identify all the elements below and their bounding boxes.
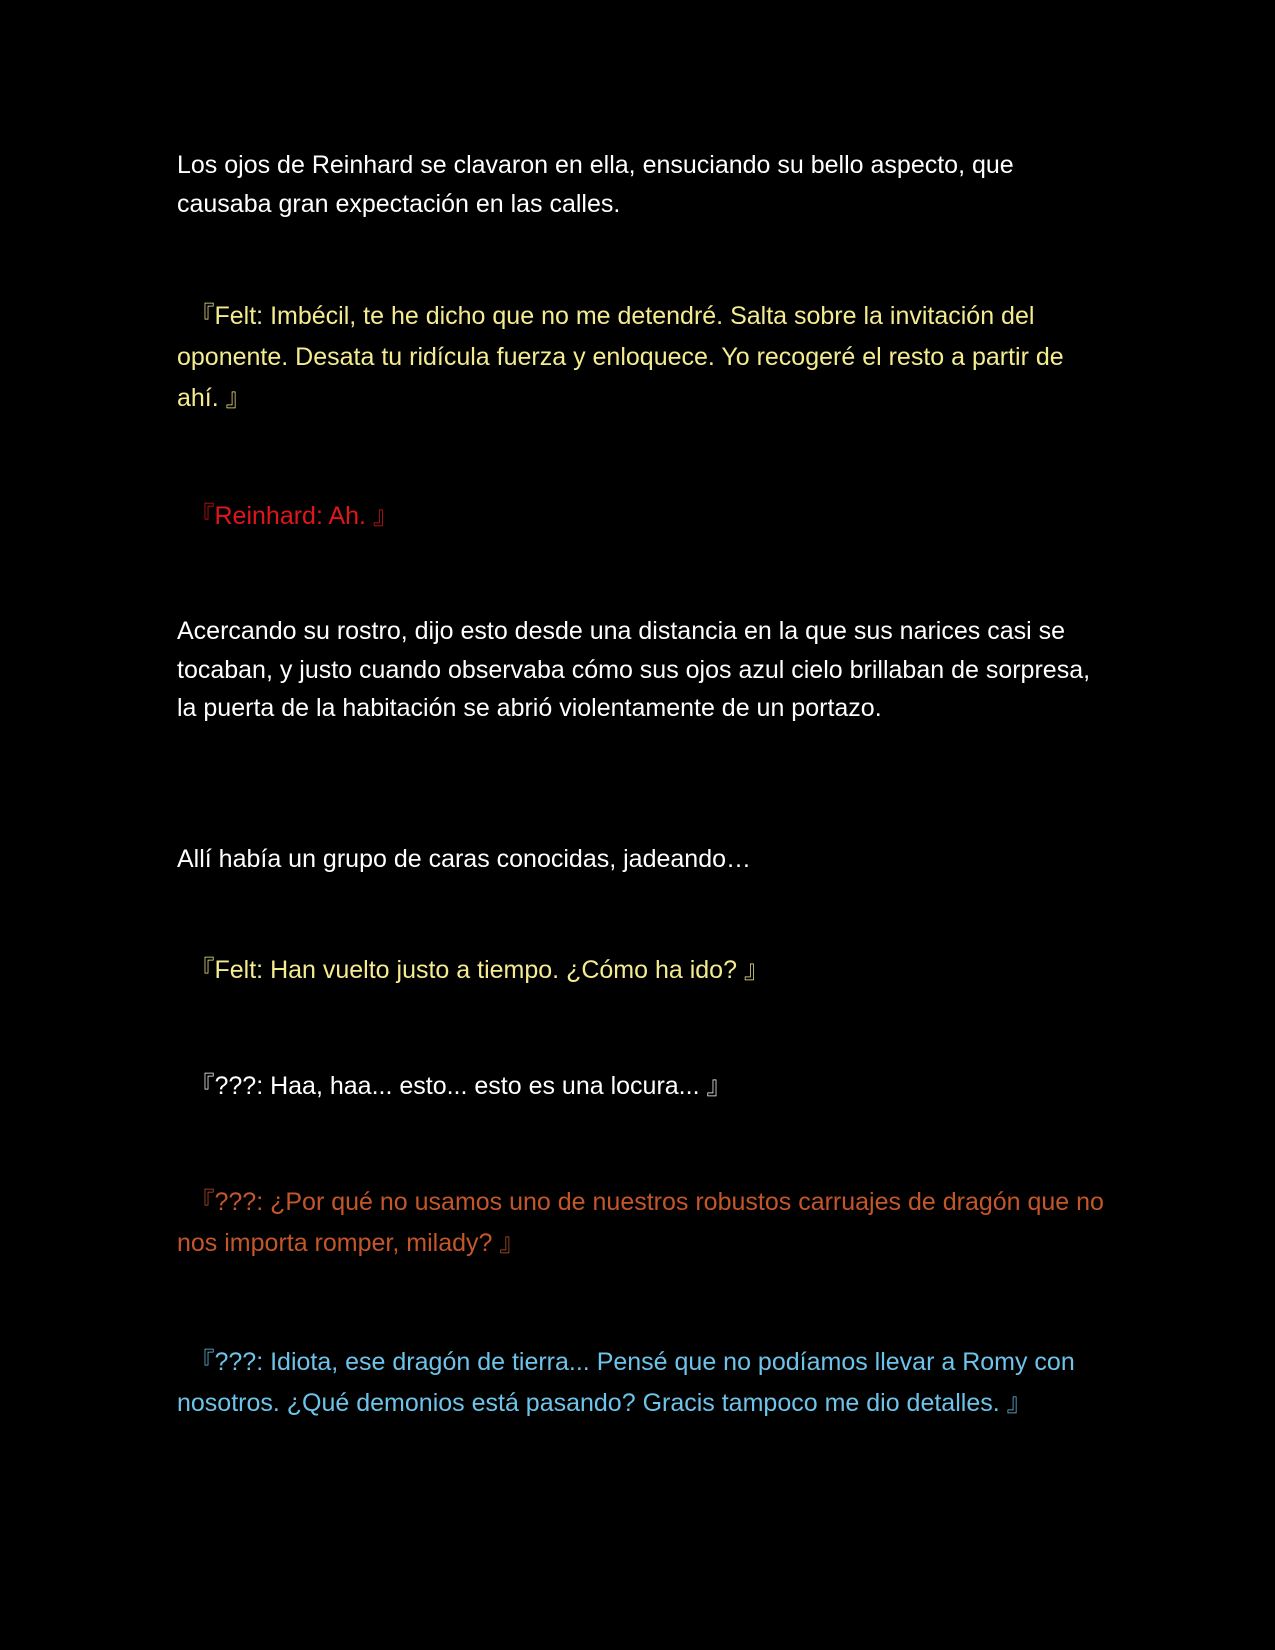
narration-paragraph-1: Los ojos de Reinhard se clavaron en ella, ensuciando su bello aspecto, que causaba gran expectación en las calles. xyxy=(177,151,1014,218)
dialogue-unknown-white: 『???: Haa, haa... esto... esto es una locura... 』 xyxy=(177,1072,732,1100)
dialogue-felt-2: 『Felt: Han vuelto justo a tiempo. ¿Cómo ha ido? 』 xyxy=(177,956,769,984)
dialogue-reinhard: 『Reinhard: Ah. 』 xyxy=(177,502,398,530)
dialogue-felt-1: 『Felt: Imbécil, te he dicho que no me detendré. Salta sobre la invitación del oponente. Desata tu ridícula fuerza y enloquece. Yo recogeré el resto a partir de ahí. 』 xyxy=(177,302,1064,412)
dialogue-unknown-orange: 『???: ¿Por qué no usamos uno de nuestros robustos carruajes de dragón que no nos importa romper, milady? 』 xyxy=(177,1188,1104,1257)
narration-paragraph-3: Allí había un grupo de caras conocidas, jadeando… xyxy=(177,845,751,873)
dialogue-unknown-blue: 『???: Idiota, ese dragón de tierra... Pensé que no podíamos llevar a Romy con nosotros. ¿Qué demonios está pasando? Gracis tampoco me dio detalles. 』 xyxy=(177,1348,1075,1417)
narration-paragraph-2: Acercando su rostro, dijo esto desde una distancia en la que sus narices casi se tocaban, y justo cuando observaba cómo sus ojos azul cielo brillaban de sorpresa, la puerta de la habitación se abrió violentamente de un portazo. xyxy=(177,617,1091,722)
